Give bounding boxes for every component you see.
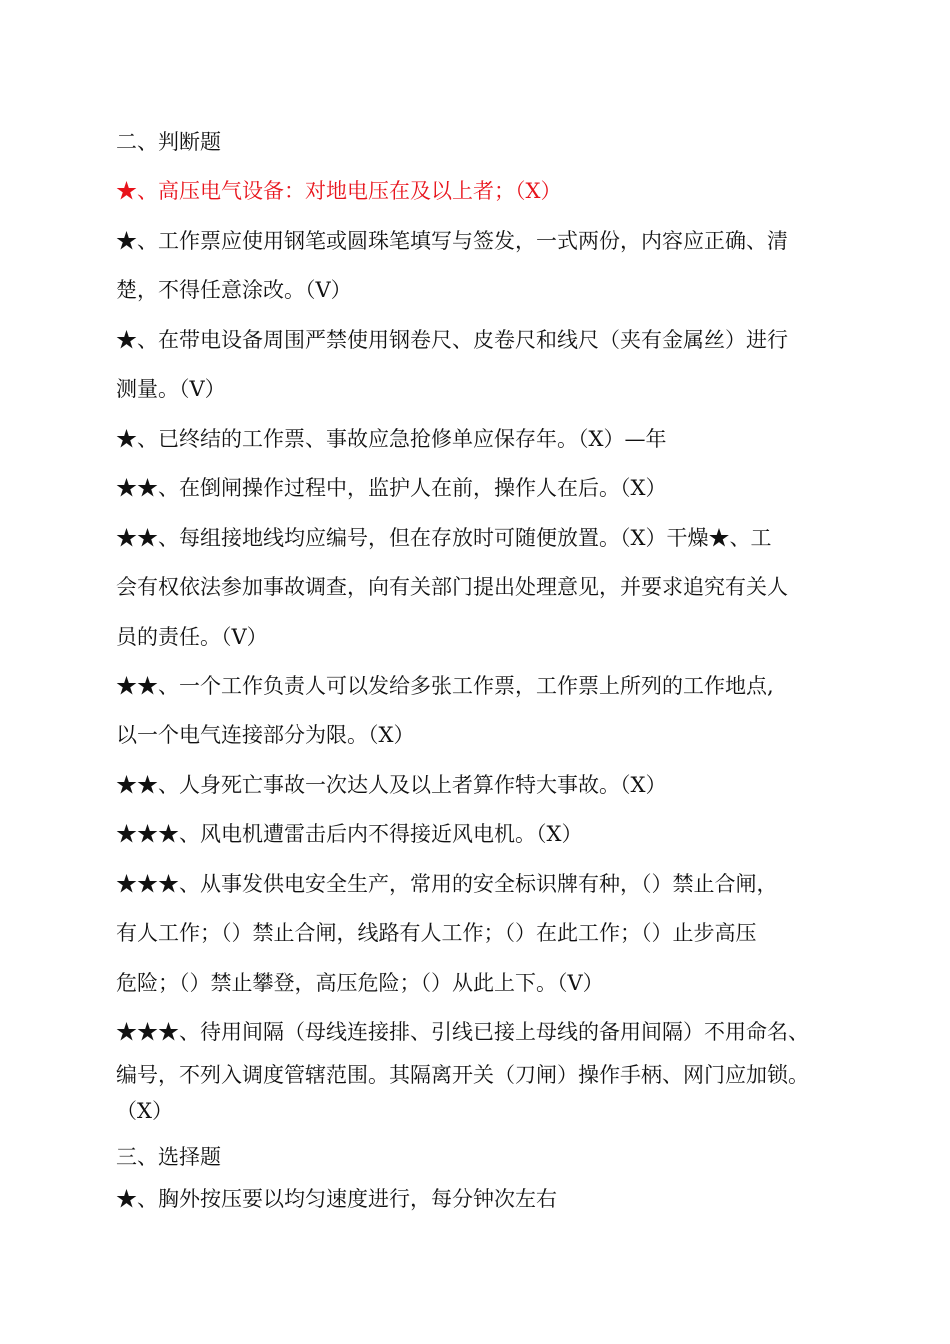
- section-heading-true-false: 二、判断题: [116, 130, 221, 154]
- question-line: ★★★、从事发供电安全生产，常用的安全标识牌有种，（）禁止合闸，: [116, 872, 778, 896]
- question-line-highlighted: ★、高压电气设备：对地电压在及以上者；（X）: [116, 179, 562, 203]
- question-line: ★、已终结的工作票、事故应急抢修单应保存年。（X）—年: [116, 427, 667, 451]
- question-line: 有人工作；（）禁止合闸，线路有人工作；（）在此工作；（）止步高压: [116, 921, 757, 945]
- question-line: 以一个电气连接部分为限。（X）: [116, 723, 415, 747]
- question-line: 会有权依法参加事故调查，向有关部门提出处理意见，并要求追究有关人: [116, 575, 788, 599]
- question-line: ★★★、风电机遭雷击后内不得接近风电机。（X）: [116, 822, 583, 846]
- question-line: ★★、人身死亡事故一次达人及以上者算作特大事故。（X）: [116, 773, 667, 797]
- question-line: ★、工作票应使用钢笔或圆珠笔填写与签发，一式两份，内容应正确、清: [116, 229, 788, 253]
- question-line: ★★、每组接地线均应编号，但在存放时可随便放置。（X）干燥★、工: [116, 526, 772, 550]
- question-line: 危险；（）禁止攀登，高压危险；（）从此上下。（V）: [116, 971, 604, 995]
- section-heading-multiple-choice: 三、选择题: [116, 1145, 221, 1169]
- question-line: ★★★、待用间隔（母线连接排、引线已接上母线的备用间隔）不用命名、: [116, 1020, 809, 1044]
- question-line: （X）: [116, 1099, 173, 1123]
- question-line: 楚，不得任意涂改。（V）: [116, 278, 352, 302]
- question-line: ★、胸外按压要以均匀速度进行，每分钟次左右: [116, 1187, 557, 1211]
- question-line: ★★、一个工作负责人可以发给多张工作票，工作票上所列的工作地点,: [116, 674, 774, 698]
- question-line: 测量。（V）: [116, 377, 226, 401]
- question-line: ★★、在倒闸操作过程中，监护人在前，操作人在后。（X）: [116, 476, 667, 500]
- question-line: 编号，不列入调度管辖范围。其隔离开关（刀闸）操作手柄、网门应加锁。: [116, 1063, 809, 1087]
- question-line: ★、在带电设备周围严禁使用钢卷尺、皮卷尺和线尺（夹有金属丝）进行: [116, 328, 788, 352]
- question-line: 员的责任。（V）: [116, 625, 268, 649]
